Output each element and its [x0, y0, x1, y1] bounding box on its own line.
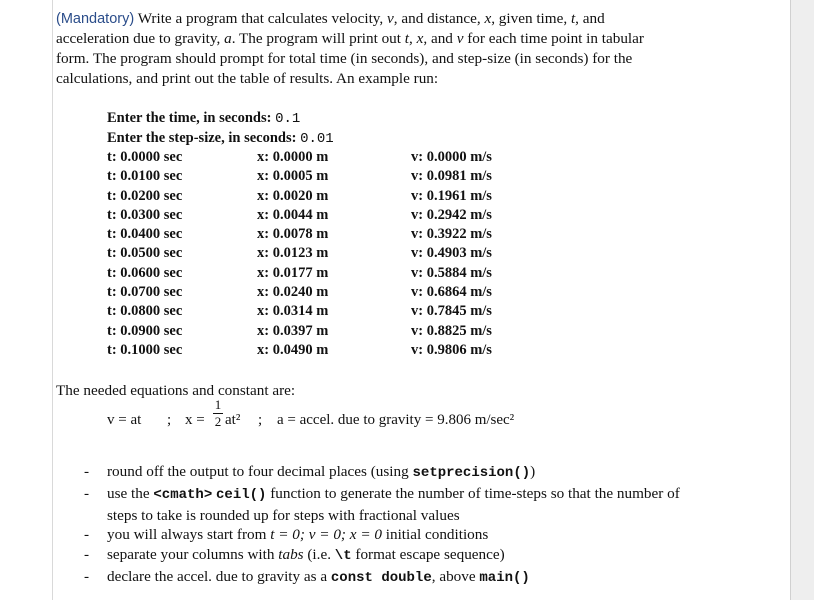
right-side-panel — [790, 0, 814, 600]
list-item: - declare the accel. due to gravity as a const double, above main() — [84, 567, 530, 586]
problem-statement: (Mandatory) Write a program that calculates velocity, v, and distance, x, given time, t, and acceleration due to gravity, a. The program will print out t, x, and v for each time point in tabular form. The program should prompt for total time (in seconds), and step-size (in seconds) for the calculations, and print out the table of results. An example run: — [56, 10, 644, 87]
list-item: - round off the output to four decimal places (using setprecision()) — [84, 463, 536, 481]
distance-equation-lhs: x = — [185, 412, 205, 428]
equations-intro: The needed equations and constant are: — [56, 382, 296, 399]
table-row: t: 0.0400 sec x: 0.0078 m v: 0.3922 m/s — [107, 226, 492, 243]
table-row: t: 0.0000 sec x: 0.0000 m v: 0.0000 m/s — [107, 149, 492, 165]
velocity-equation: v = at — [107, 412, 142, 428]
gravity-constant: a = accel. due to gravity = 9.806 m/sec² — [277, 412, 515, 428]
table-row: t: 0.0100 sec x: 0.0005 m v: 0.0981 m/s — [107, 168, 492, 185]
table-row: t: 0.0300 sec x: 0.0044 m v: 0.2942 m/s — [107, 206, 492, 223]
table-row: t: 0.0200 sec x: 0.0020 m v: 0.1961 m/s — [107, 187, 492, 204]
time-input-value: 0.1 — [275, 111, 301, 127]
fraction-one-half: 1 2 — [214, 397, 222, 429]
table-row: t: 0.0900 sec x: 0.0397 m v: 0.8825 m/s — [107, 322, 492, 339]
time-prompt: Enter the time, in seconds: 0.1 — [107, 110, 301, 127]
mandatory-tag: (Mandatory) — [56, 11, 135, 27]
table-row: t: 0.0600 sec x: 0.0177 m v: 0.5884 m/s — [107, 264, 492, 281]
page-left-border — [52, 0, 53, 600]
table-row: t: 0.0500 sec x: 0.0123 m v: 0.4903 m/s — [107, 245, 492, 262]
list-item: - you will always start from t = 0; v = 0; x = 0 initial conditions — [84, 526, 489, 544]
list-item: - use the <cmath> ceil() function to generate the number of time-steps so that the number of steps to take is rounded up for steps with fractional values — [84, 484, 680, 524]
table-row: t: 0.0700 sec x: 0.0240 m v: 0.6864 m/s — [107, 284, 492, 301]
example-run — [107, 109, 492, 360]
step-prompt: Enter the step-size, in seconds: 0.01 — [107, 129, 334, 147]
table-row: t: 0.0800 sec x: 0.0314 m v: 0.7845 m/s — [107, 303, 492, 320]
list-item: - separate your columns with tabs (i.e. \t format escape sequence) — [84, 546, 505, 565]
table-row: t: 0.1000 sec x: 0.0490 m v: 0.9806 m/s — [107, 341, 492, 358]
step-input-value: 0.01 — [300, 130, 334, 147]
requirements-list — [84, 462, 684, 589]
distance-equation-rhs: at² — [225, 412, 241, 428]
